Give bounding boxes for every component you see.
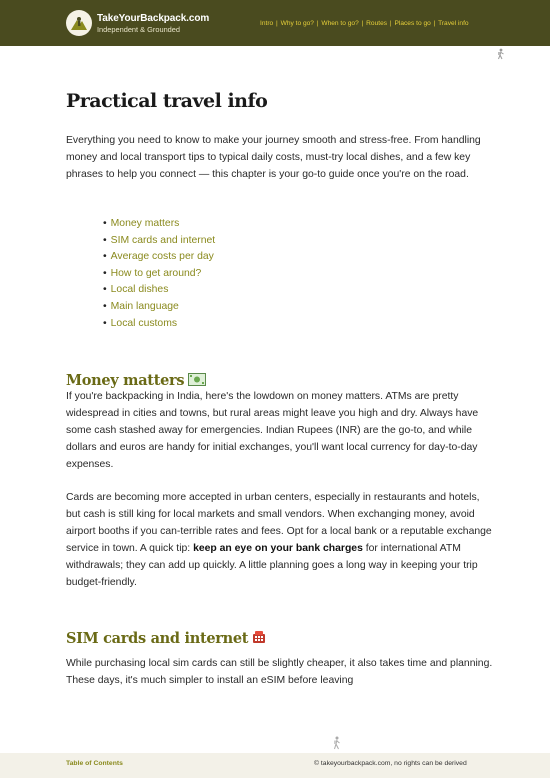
sim-paragraph-1: While purchasing local sim cards can still be slightly cheaper, it also takes time and planning. These days, it's much simpler to install an eSIM before leaving: [66, 658, 493, 686]
list-item: [103, 266, 215, 283]
nav-item-why-to-go[interactable]: Why to go?: [280, 20, 314, 27]
copyright-notice: © takeyourbackpack.com, no rights can be derived: [314, 760, 467, 767]
nav-separator: |: [389, 20, 392, 27]
bullet: •: [103, 218, 107, 229]
bullet: •: [103, 234, 107, 246]
brand-name[interactable]: TakeYourBackpack.com: [97, 13, 210, 24]
bullet: •: [103, 317, 107, 329]
money-paragraph-2-text-a: Cards are becoming more accepted in urban centers, especially in restaurants and hotels, but cash is still king for local markets and small vendors. When exchanging money, avoid airport booths if you can-terrible rates and fees. Opt for a local bank or a reputable exchange service in town. A quick tip:: [66, 492, 492, 554]
hiker-icon: [331, 736, 343, 750]
money-paragraph-1: If you're backpacking in India, here's the lowdown on money matters. ATMs are pretty widespread in cities and towns, but rural areas might leave you high and dry. Always have some cash stashed away for emergencies. Indian Rupees (INR) are the go-to, and while dollars and euros are handy for initial exchanges, you'll want local currency for day-to-day expenses.: [66, 391, 479, 470]
intro-paragraph: Everything you need to know to make your journey smooth and stress-free. From handling money and local transport tips to typical daily costs, must-try local dishes, and a few key phrases to help you connect — this chapter is your go-to guide once you're on the road.: [66, 135, 481, 180]
logo-icon[interactable]: [66, 10, 92, 36]
toc-link-local-customs[interactable]: Local customs: [110, 317, 178, 329]
section-heading-money: [66, 372, 206, 390]
table-of-contents: [103, 216, 215, 332]
bullet: •: [103, 251, 107, 263]
nav-item-routes[interactable]: Routes: [366, 20, 388, 27]
hiker-icon: [495, 48, 507, 60]
nav-separator: |: [276, 20, 278, 27]
toc-link-get-around[interactable]: How to get around?: [110, 267, 202, 279]
nav-item-intro[interactable]: Intro: [260, 20, 274, 27]
nav-separator: |: [433, 20, 436, 27]
section-heading-money-text: Money matters: [66, 372, 185, 389]
nav-item-places-to-go[interactable]: Places to go: [394, 20, 431, 27]
section-heading-sim-text: SIM cards and internet: [66, 630, 249, 647]
list-item: [103, 216, 215, 233]
toc-link-sim-cards[interactable]: SIM cards and internet: [110, 234, 216, 246]
toc-link-main-language[interactable]: Main language: [110, 300, 179, 312]
list-item: [103, 233, 215, 250]
table-of-contents-link[interactable]: Table of Contents: [66, 760, 123, 767]
list-item: [103, 316, 215, 333]
section-heading-sim: [66, 630, 266, 648]
toc-link-local-dishes[interactable]: Local dishes: [110, 284, 169, 296]
bullet: •: [103, 284, 107, 296]
bullet: •: [103, 267, 107, 279]
list-item: [103, 282, 215, 299]
nav-separator: |: [316, 20, 319, 27]
list-item: [103, 249, 215, 266]
nav-item-travel-info[interactable]: Travel info: [438, 20, 469, 27]
nav-item-when-to-go[interactable]: When to go?: [321, 20, 359, 27]
list-item: [103, 299, 215, 316]
toc-link-money-matters[interactable]: Money matters: [110, 218, 180, 229]
money-paragraph-2: [66, 489, 496, 591]
phone-icon: [252, 630, 266, 648]
money-paragraph-2-text-b: for international ATM withdrawals; they can add up quickly. A little planning goes a long way in keeping your trip budget-friendly.: [66, 543, 478, 588]
nav-separator: |: [361, 20, 364, 27]
toc-link-average-costs[interactable]: Average costs per day: [110, 251, 214, 263]
bullet: •: [103, 300, 107, 312]
brand-tagline: Independent & Grounded: [97, 25, 181, 34]
money-icon: [188, 373, 206, 390]
top-nav: [260, 20, 469, 27]
bank-charges-highlight: keep an eye on your bank charges: [193, 543, 363, 554]
page-title: Practical travel info: [66, 90, 268, 112]
